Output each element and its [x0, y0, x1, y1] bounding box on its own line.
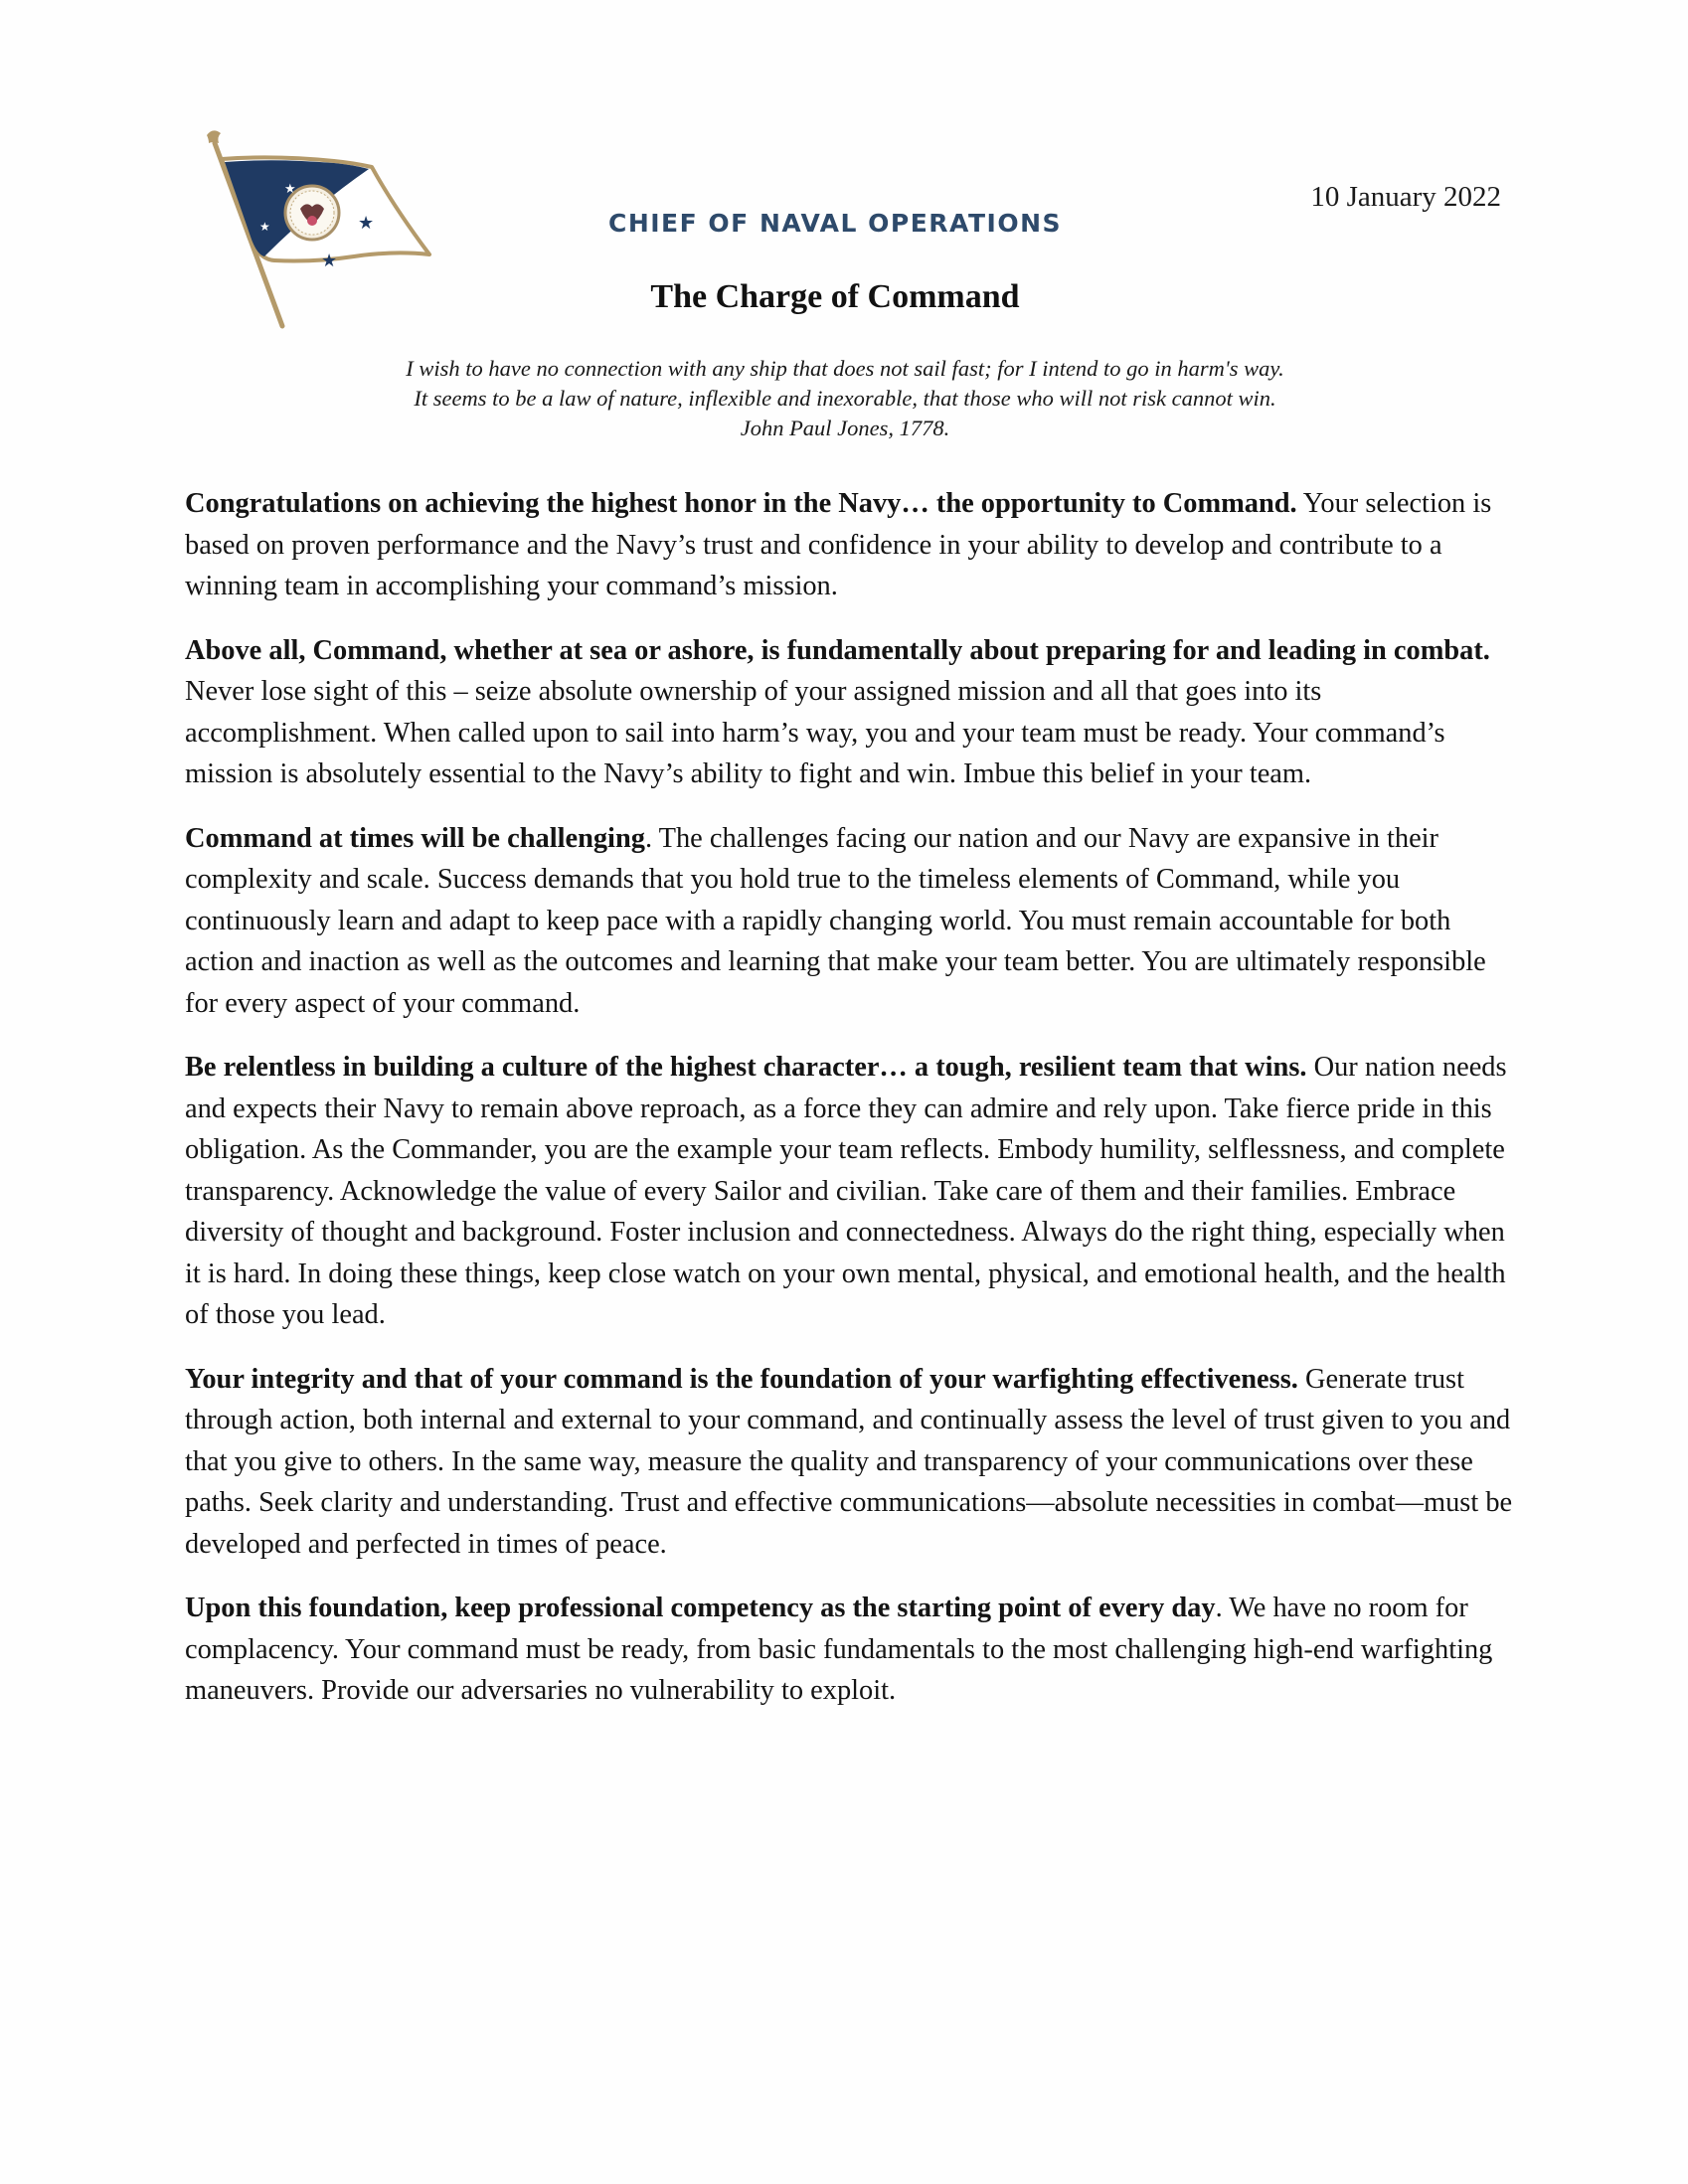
- paragraph-text: Our nation needs and expects their Navy to remain above reproach, as a force they can admire and rely upon. Take fierce pride in this obligation. As the Commander, you are the example your team reflects. Embody humility, selflessness, and complete transparency. Acknowledge the value of every Sailor and civilian. Take care of them and their families. Embrace diversity of thought and background. Foster inclusion and connectedness. Always do the right thing, especially when it is hard. In doing these things, keep close watch on your own mental, physical, and emotional health, and the health of those you lead.: [185, 1052, 1507, 1330]
- paragraph-text: Never lose sight of this – seize absolute ownership of your assigned mission and all that goes into its accomplishment. When called upon to sail into harm’s way, you and your team must be ready. Your command’s mission is absolutely essential to the Navy’s ability to fight and win. Imbue this belief in your team.: [185, 676, 1445, 789]
- svg-text:★: ★: [321, 251, 338, 271]
- document-title: The Charge of Command: [650, 278, 1020, 315]
- cno-flag-icon: [195, 127, 443, 336]
- letter-date: 10 January 2022: [1310, 181, 1501, 213]
- paragraph-competency: [185, 1588, 1517, 1712]
- paragraph-text: . The challenges facing our nation and our Navy are expansive in their complexity and scale. Success demands that you hold true to the timeless elements of Command, while you continuously learn and adapt to keep pace with a rapidly changing world. You must remain accountable for both action and inaction as well as the outcomes and learning that make your team better. You are ultimately responsible for every aspect of your command.: [185, 822, 1486, 1019]
- paragraph-text: Your selection is based on proven performance and the Navy’s trust and confidence in your ability to develop and contribute to a winning team in accomplishing your command’s mission.: [185, 488, 1492, 601]
- paragraph-lead: Your integrity and that of your command is the foundation of your warfighting effectiveness.: [185, 1363, 1298, 1395]
- paragraph-text: Generate trust through action, both internal and external to your command, and continually assess the level of trust given to you and that you give to others. In the same way, measure the quality and transparency of your communications over these paths. Seek clarity and understanding. Trust and effective communications—absolute necessities in combat—must be developed and perfected in times of peace.: [185, 1363, 1513, 1560]
- epigraph-quote: [199, 354, 1491, 443]
- paragraph-integrity: [185, 1359, 1517, 1566]
- paragraph-combat: [185, 630, 1517, 795]
- paragraph-lead: Be relentless in building a culture of the highest character… a tough, resilient team that wins.: [185, 1052, 1307, 1083]
- paragraph-culture: [185, 1047, 1517, 1336]
- svg-text:★: ★: [259, 220, 270, 234]
- svg-text:★: ★: [284, 182, 296, 197]
- paragraph-lead: Upon this foundation, keep professional competency as the starting point of every day: [185, 1593, 1216, 1623]
- office-name: CHIEF OF NAVAL OPERATIONS: [607, 209, 1063, 238]
- paragraph-lead: Command at times will be challenging: [185, 822, 645, 854]
- paragraph-text: . We have no room for complacency. Your command must be ready, from basic fundamentals to the most challenging high-end warfighting maneuvers. Provide our adversaries no vulnerability to exploit.: [185, 1593, 1493, 1706]
- quote-line-1: I wish to have no connection with any ship that does not sail fast; for I intend to go in harm's way.: [406, 356, 1284, 381]
- paragraph-lead: Congratulations on achieving the highest honor in the Navy… the opportunity to Command.: [185, 488, 1297, 519]
- svg-text:★: ★: [358, 213, 375, 234]
- paragraph-lead: Above all, Command, whether at sea or ashore, is fundamentally about preparing for and leading in combat.: [185, 634, 1490, 666]
- paragraph-challenging: [185, 818, 1517, 1025]
- paragraph-congratulations: [185, 483, 1517, 607]
- quote-line-2: It seems to be a law of nature, inflexible and inexorable, that those who will not risk cannot win.: [414, 386, 1276, 411]
- letter-body: [185, 483, 1517, 1735]
- quote-attribution: John Paul Jones, 1778.: [740, 416, 950, 440]
